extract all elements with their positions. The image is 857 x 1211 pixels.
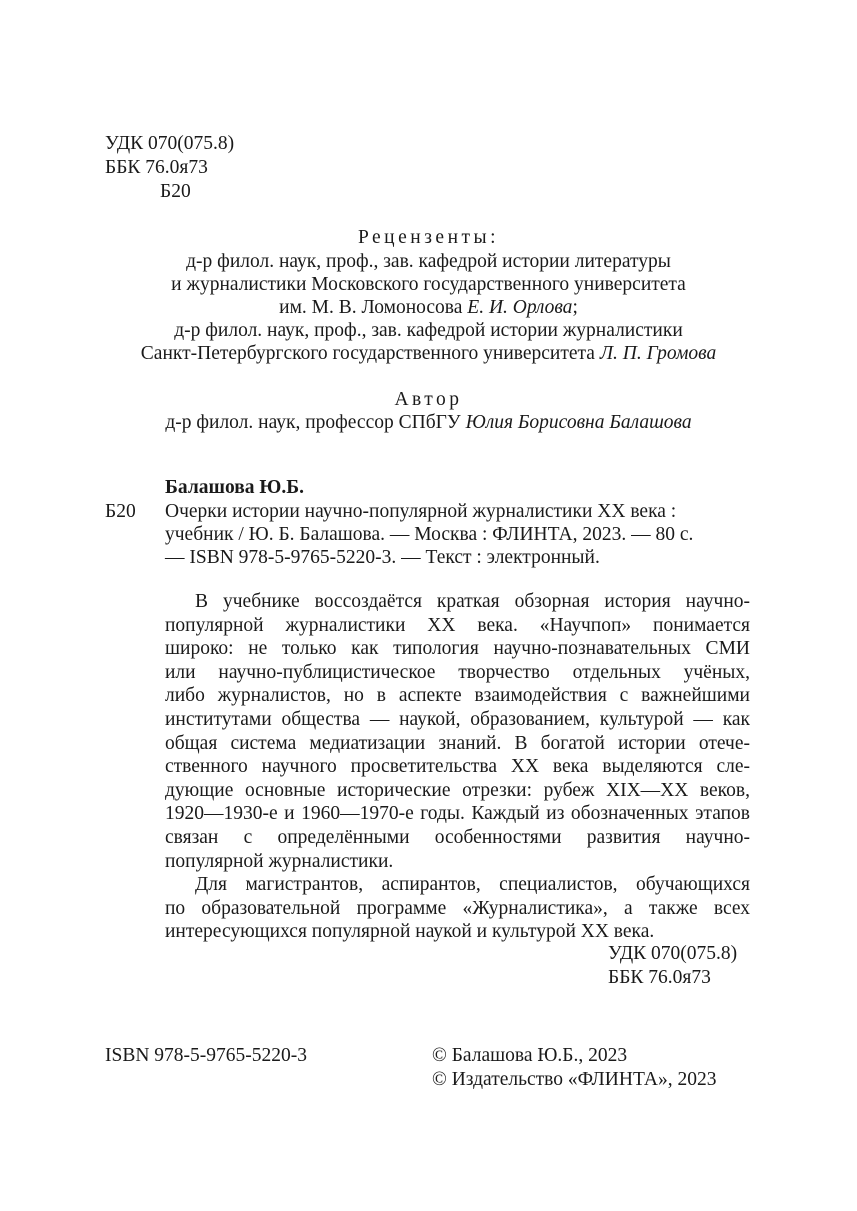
annotation-p1-line: либо журналистов, но в аспекте взаимодействия с важнейшими [165, 685, 750, 707]
reviewers-line-2: и журналистики Московского государственного университета [171, 274, 686, 295]
author-name: Юлия Борисовна Балашова [465, 412, 692, 433]
author-line [0, 411, 857, 435]
reviewers-heading: Рецензенты: [357, 227, 500, 248]
annotation-p1-line: широко: не только как типология научно-познавательных СМИ [165, 638, 750, 660]
annotation-p2-line: интересующихся популярной наукой и культурой XX века. [165, 921, 655, 943]
annotation-p1-line: ственного научного просветительства XX века выделяются сле- [165, 756, 750, 778]
reviewer-1-name: Е. И. Орлова [467, 297, 573, 318]
annotation-p1-line: популярной журналистики. [165, 850, 394, 872]
annotation [165, 590, 750, 944]
copyright-publisher: © Издательство «ФЛИНТА», 2023 [432, 1069, 717, 1090]
udk-top: УДК 070(075.8) [105, 133, 235, 154]
annotation-p1-line: или научно-публицистическое творчество отдельных учёных, [165, 661, 750, 683]
bib-line-1: Очерки истории научно-популярной журналистики XX века : [165, 501, 677, 522]
author-heading: Автор [394, 389, 463, 410]
annotation-p1-line: связан с определёнными особенностями развития научно- [165, 826, 750, 848]
reviewer-2-name: Л. П. Громова [599, 343, 717, 364]
bbk-bottom: ББК 76.0я73 [608, 967, 711, 988]
bib-mark: Б20 [105, 501, 136, 522]
reviewers-line-4: д-р филол. наук, проф., зав. кафедрой истории журналистики [174, 320, 683, 341]
reviewers-line-3 [0, 296, 857, 320]
bib-author-heading: Балашова Ю.Б. [165, 477, 304, 498]
annotation-p1-line: дующие основные исторические отрезки: рубеж XIX—XX веков, [165, 779, 750, 801]
reviewers-line-5-text: Санкт-Петербургского государственного университета [140, 343, 600, 364]
bib-line-3: — ISBN 978-5-9765-5220-3. — Текст : электронный. [165, 547, 600, 568]
annotation-p1-line: популярной журналистики XX века. «Научпоп» понимается [165, 614, 750, 636]
annotation-p2-line: по образовательной программе «Журналистика», а также всех [165, 897, 750, 919]
author-line-text: д-р филол. наук, профессор СПбГУ [165, 412, 466, 433]
annotation-p1-line: институтами общества — наукой, образованием, культурой — как [165, 708, 750, 730]
udk-bottom: УДК 070(075.8) [608, 943, 738, 964]
reviewers-line-1: д-р филол. наук, проф., зав. кафедрой истории литературы [186, 251, 671, 272]
annotation-p1-line: общая система медиатизации знаний. В богатой истории отече- [165, 732, 750, 754]
annotation-p1-line: В учебнике воссоздаётся краткая обзорная история научно- [195, 591, 750, 612]
bib-line-2: учебник / Ю. Б. Балашова. — Москва : ФЛИНТА, 2023. — 80 с. [165, 524, 694, 545]
annotation-p2-line: Для магистрантов, аспирантов, специалистов, обучающихся [195, 874, 750, 896]
reviewers-line-3-text: им. М. В. Ломоносова [279, 297, 468, 318]
author-mark-top: Б20 [160, 181, 191, 202]
isbn: ISBN 978-5-9765-5220-3 [105, 1045, 308, 1066]
reviewers-line-5 [0, 342, 857, 366]
bbk-top: ББК 76.0я73 [105, 157, 208, 178]
reviewer-1-suffix: ; [572, 297, 578, 318]
annotation-p1-line: 1920—1930-е и 1960—1970-е годы. Каждый из обозначенных этапов [165, 803, 750, 825]
copyright-author: © Балашова Ю.Б., 2023 [432, 1045, 628, 1066]
